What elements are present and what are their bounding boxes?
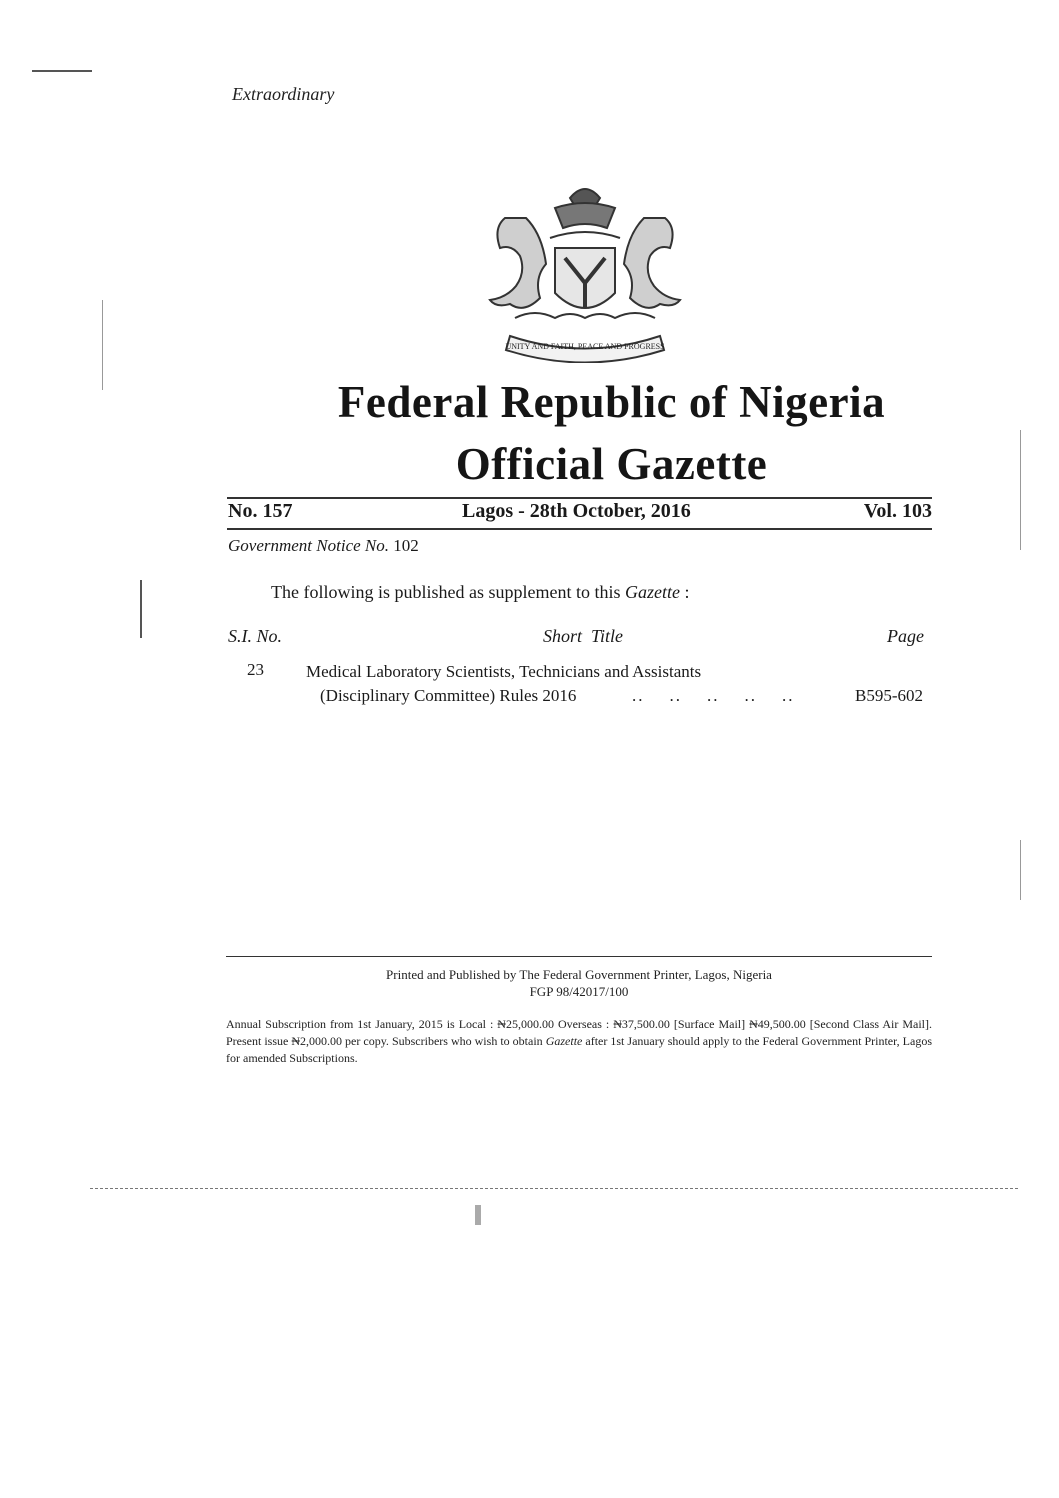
header-short-title: Short Title <box>543 626 624 646</box>
masthead <box>228 500 932 526</box>
scan-artifact-speck <box>102 300 103 390</box>
intro-suffix: : <box>679 582 690 602</box>
scan-artifact-speck <box>1020 840 1021 900</box>
volume-number: Vol. 103 <box>863 500 932 522</box>
row-leader-dots: .. .. .. .. .. <box>632 686 795 705</box>
fgp-code: FGP 98/42017/100 <box>529 984 629 999</box>
subscription-part2: after 1st January should apply to the Federal Government Printer, Lagos for amended Subscriptions. <box>226 1034 932 1065</box>
scan-artifact-speck <box>475 1205 481 1225</box>
gazette-title-line1: Federal Republic of Nigeria <box>337 377 886 427</box>
government-notice <box>228 536 419 556</box>
intro-sentence <box>271 582 689 603</box>
subscription-notice <box>226 1016 932 1067</box>
footer-rule <box>226 956 932 957</box>
intro-text: The following is published as supplement to this <box>271 582 625 602</box>
intro-gazette-word: Gazette <box>624 582 680 602</box>
printed-by: Printed and Published by The Federal Government Printer, Lagos, Nigeria <box>386 967 772 982</box>
nigeria-coat-of-arms-icon <box>470 178 700 363</box>
row-title-line2: (Disciplinary Committee) Rules 2016 <box>320 686 577 705</box>
notice-number: 102 <box>393 536 419 555</box>
notice-label: Government Notice No. <box>228 536 389 555</box>
header-sl-no: S.I. No. <box>228 626 282 646</box>
issue-number: No. 157 <box>228 500 293 522</box>
row-page: B595-602 <box>855 686 923 705</box>
masthead-top-rule <box>227 497 932 499</box>
row-title-line1: Medical Laboratory Scientists, Technicians and Assistants <box>306 662 702 681</box>
place-date: Lagos - 28th October, 2016 <box>462 500 691 522</box>
masthead-bottom-rule <box>227 528 932 530</box>
printer-credit <box>226 966 932 1000</box>
subscription-part1: Annual Subscription from 1st January, 2015 is Local : ₦25,000.00 Overseas : ₦37,500.00 [Surface Mail] ₦49,500.00 [Second Class Air Mail]. Present issue ₦2,000.00 per copy. Subscribers who wish to obtain <box>226 1017 932 1048</box>
header-page: Page <box>887 626 924 646</box>
scan-artifact-line <box>90 1188 1018 1189</box>
subscription-gazette: Gazette <box>545 1034 583 1048</box>
scan-artifact-speck <box>1020 430 1021 550</box>
extraordinary-label: Extraordinary <box>232 84 335 104</box>
row-sl-no: 23 <box>247 660 264 679</box>
crest-motto: UNITY AND FAITH, PEACE AND PROGRESS <box>505 342 665 351</box>
scan-artifact-speck <box>140 580 142 638</box>
gazette-title-line2: Official Gazette <box>455 439 768 489</box>
scan-artifact-speck <box>32 70 92 72</box>
